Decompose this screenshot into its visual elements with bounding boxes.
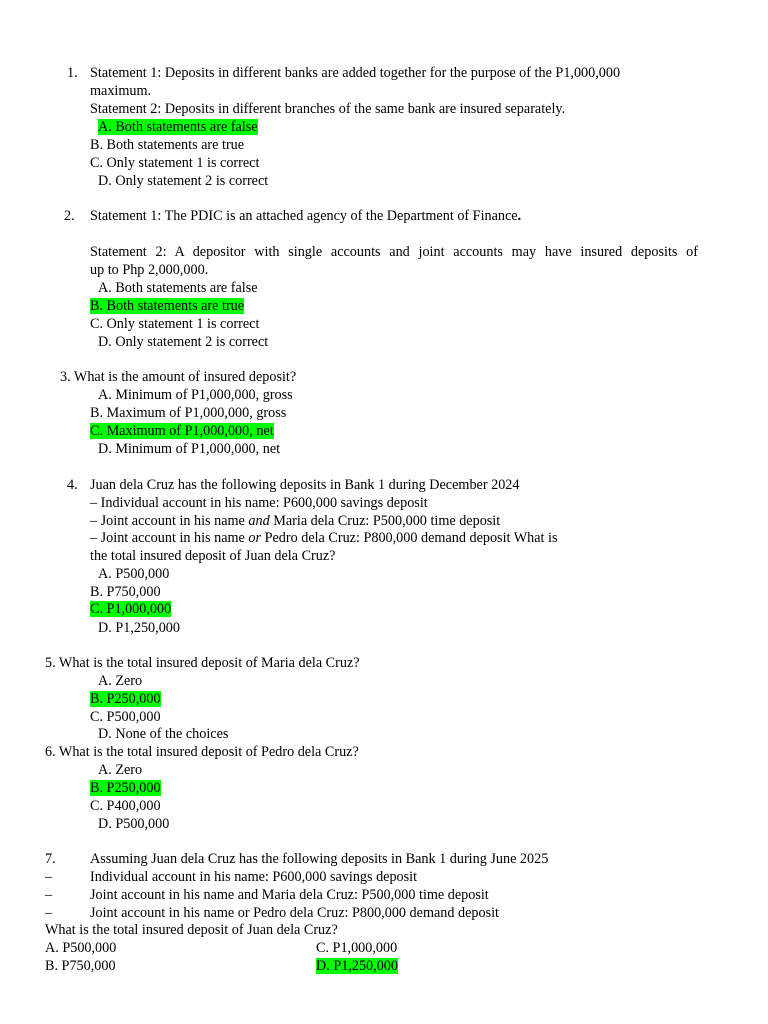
q7-option-a: A. P500,000 [45, 940, 117, 956]
q7-line4: What is the total insured deposit of Juan dela Cruz? [45, 922, 338, 938]
q4-option-b: B. P750,000 [90, 584, 161, 600]
q7-dash-1: – [45, 869, 53, 885]
q3-option-c-text: Maximum of P1,000,000, net [103, 423, 274, 439]
q2-option-a: A. Both statements are false [98, 280, 258, 296]
q4-number: 4. [67, 477, 78, 493]
q6-option-a: A. Zero [98, 762, 143, 778]
q1-option-b: B. Both statements are true [90, 137, 245, 153]
q2-statement1-text: Statement 1: The PDIC is an attached agency of the Department of Finance [90, 208, 518, 224]
q7-dash-2: – [45, 887, 53, 903]
q5-question: 5. What is the total insured deposit of Maria dela Cruz? [45, 655, 360, 671]
q2-statement1 [90, 207, 521, 225]
q1-statement2: Statement 2: Deposits in different branches of the same bank are insured separately. [90, 101, 566, 117]
q4-line4: the total insured deposit of Juan dela Cruz? [90, 548, 336, 564]
q2-option-b-part1: B. Both statements are [90, 298, 222, 314]
q2-option-b-part2: true [222, 298, 245, 314]
q1-option-d: D. Only statement 2 is correct [98, 173, 269, 189]
q1-number: 1. [67, 65, 78, 81]
q7-line1: Individual account in his name: P600,000 savings deposit [90, 869, 418, 885]
q4-line3-or: or [248, 530, 262, 546]
q1-option-a-part2: statements are false [146, 119, 258, 135]
q7-dash-3: – [45, 905, 53, 921]
q4-line3 [90, 529, 557, 547]
q7-option-c: C. P1,000,000 [316, 940, 398, 956]
q4-question: Juan dela Cruz has the following deposits in Bank 1 during December 2024 [90, 477, 520, 493]
q6-question: 6. What is the total insured deposit of Pedro dela Cruz? [45, 744, 359, 760]
q4-line2-c: Maria dela Cruz: P500,000 time deposit [269, 513, 501, 529]
q7-line2: Joint account in his name and Maria dela Cruz: P500,000 time deposit [90, 887, 489, 903]
q6-option-d: D. P500,000 [98, 816, 170, 832]
q7-option-d-text: D. P1,250,000 [316, 958, 398, 974]
q5-option-b-text: B. P250,000 [90, 691, 161, 707]
q3-option-b: B. Maximum of P1,000,000, gross [90, 405, 287, 421]
q7-option-b: B. P750,000 [45, 958, 116, 974]
q7-number: 7. [45, 851, 56, 867]
q2-option-c: C. Only statement 1 is correct [90, 316, 260, 332]
q4-line3-c: Pedro dela Cruz: P800,000 demand deposit What is [261, 530, 558, 546]
q2-statement2-cont: up to Php 2,000,000. [90, 262, 209, 278]
q2-statement2: Statement 2: A depositor with single accounts and joint accounts may have insured deposits of [90, 244, 698, 260]
q1-option-c: C. Only statement 1 is correct [90, 155, 260, 171]
q1-option-a-part1: A. Both [98, 119, 147, 135]
q4-line3-a: – Joint account in his name [90, 530, 249, 546]
q4-line2 [90, 512, 500, 530]
q4-option-d: D. P1,250,000 [98, 620, 180, 636]
q3-option-c-letter: C. [90, 423, 104, 439]
q4-option-c [90, 600, 171, 618]
q1-statement1: Statement 1: Deposits in different banks are added together for the purpose of the P1,000,000 [90, 65, 621, 81]
q4-option-a: A. P500,000 [98, 566, 170, 582]
q5-option-c: C. P500,000 [90, 709, 161, 725]
q2-number: 2. [64, 208, 75, 224]
q7-question: Assuming Juan dela Cruz has the following deposits in Bank 1 during June 2025 [90, 851, 549, 867]
q5-option-a: A. Zero [98, 673, 143, 689]
q2-statement1-period: . [517, 208, 522, 224]
q6-option-b [90, 779, 161, 797]
q4-line2-a: – Joint account in his name [90, 513, 249, 529]
q3-option-c [90, 422, 274, 440]
q3-option-a: A. Minimum of P1,000,000, gross [98, 387, 293, 403]
q5-option-b [90, 690, 161, 708]
q2-option-d: D. Only statement 2 is correct [98, 334, 269, 350]
q4-line2-and: and [248, 513, 270, 529]
q1-statement1-cont: maximum. [90, 83, 152, 99]
q2-option-b [90, 297, 244, 315]
q1-option-a [98, 118, 258, 136]
q3-question: 3. What is the amount of insured deposit? [60, 369, 297, 385]
q6-option-c: C. P400,000 [90, 798, 161, 814]
q6-option-b-text: B. P250,000 [90, 780, 161, 796]
q4-option-c-text: C. P1,000,000 [90, 601, 172, 617]
q5-option-d: D. None of the choices [98, 726, 229, 742]
q3-option-d: D. Minimum of P1,000,000, net [98, 441, 281, 457]
q7-line3: Joint account in his name or Pedro dela Cruz: P800,000 demand deposit [90, 905, 499, 921]
q7-option-d [316, 957, 398, 975]
q4-line1: – Individual account in his name: P600,000 savings deposit [90, 495, 428, 511]
